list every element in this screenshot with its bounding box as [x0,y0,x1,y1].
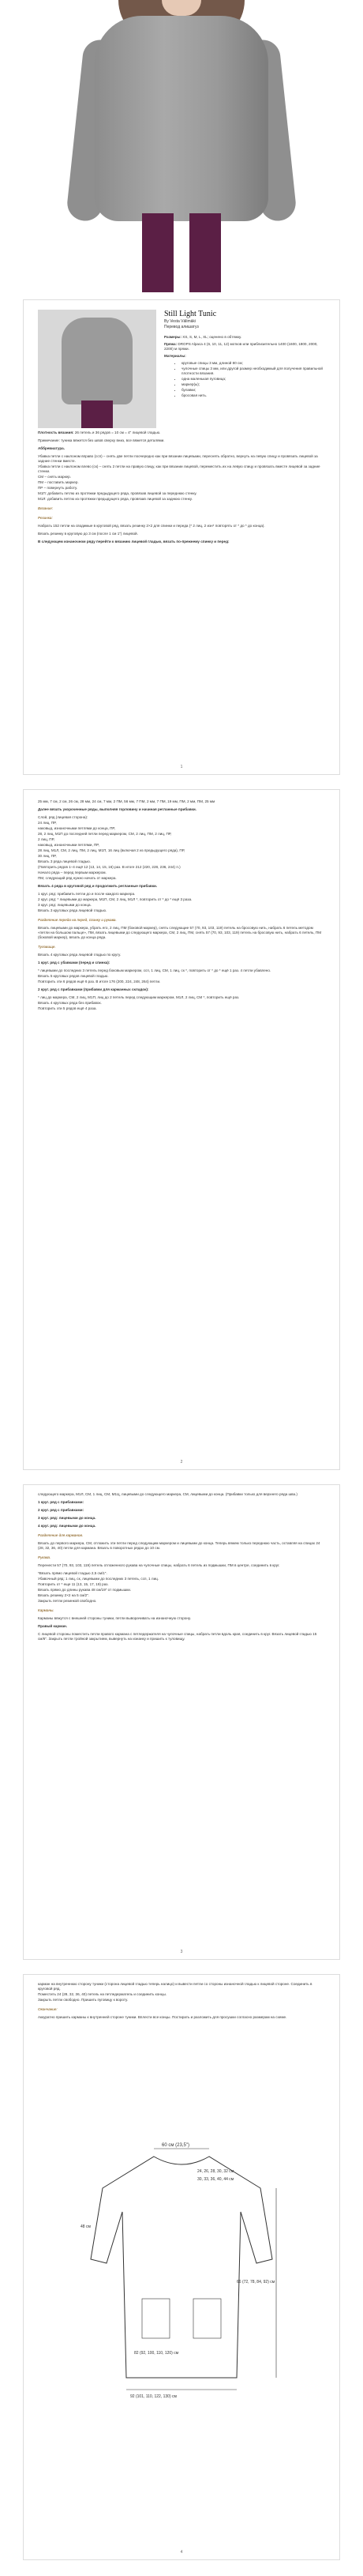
schem-label: 24, 26, 28, 30, 32 см [197,2169,234,2174]
raglan-line: 2 круг. ряд: * лицевыми до маркера, М1П, СМ, 2 лиц, М1Л *, повторить от * до * ещё 3 раза. [38,897,193,901]
pocket-line: Вязать 4 круговых ряда без прибавок. [38,1001,102,1005]
pocket-line: Повторить эти 5 рядов ещё 4 раза. [38,1006,97,1010]
abbr-line: ПМ – поставить маркер. [38,480,79,484]
sleeve-line: Вязать резинку 2×2 на 5 см/2". [38,1593,90,1597]
schem-label: 30, 33, 36, 40, 44 см [197,2177,234,2182]
abbr-line: М1П: добавить петлю из протяжки предыдущего ряда, провязав лицевой за переднюю стенку. [38,491,197,495]
neck-para: Набрать 152 петли на сводимые в круговой ряд, вязать резинку 2×2 для спинки и переда (* 2 лиц, 2 изн* повторять от * до * до конца). [38,524,265,528]
knit-title: Вязание: [38,506,54,510]
finish-label: Окончание: [38,2007,58,2011]
sleeve-line: Убавочный ряд: 1 лиц, ск, лицевыми до последних 3 петель, ссп, 1 лиц. [38,1577,159,1581]
row-line: 2 лиц, ПР, [38,837,55,841]
page-number: 3 [180,1950,183,1954]
text-line: следующего маркера, М1Л, СМ, 1 лиц, СМ, М1Ц, лицевыми до следующего маркера, СМ, лицевыми до конца. (Прибавки только для верхнего ряда шва.) [38,1492,298,1496]
raglan-line: Вязать 3 круговых ряда лицевой гладью. [38,908,107,912]
text-line: Поместить 24 (28, 32, 36, 40) петель на петледержатель и соединить концы. [38,1992,167,1996]
pocket-right [193,2299,221,2338]
list-item: • чулочные спицы 3 мм, или другой размер необходимый для получения правильной плотности вязания. [182,367,325,376]
materials-row: Материалы: [164,354,186,358]
row-line: (Повторить рядов 1–4 ещё 12 (13, 14, 15, 16) раз. В итоге 212 (220, 228, 236, 244) п.) [38,865,181,869]
neck-para-2: Вязать резинку в круговую до 3 см (после 1 см 1") лицевой. [38,532,138,536]
hem-para: Карманы вяжутся с внешней стороны туники, петли выворачивать на изнаночную сторону. [38,1616,191,1620]
row-line: 24 лиц, ПР, [38,821,57,825]
section-pockets: Разделение для карманов. [38,1533,84,1537]
abbr-line: Убавка петли с наклоном влево (ск) – снять 2 петли на правую спицу, как при вязании лицевой, переместить их на левую спицу и провязать вместе лицевой за задние стенки. [38,464,320,473]
right-pocket-label: Правый карман. [38,1624,68,1628]
dec-title: 1 круг. ряд с убавками (перед и спинка): [38,961,110,965]
text-line: Закрыть петли свободно. Пришить пуговицу к вороту. [38,1998,129,2002]
sleeve-line: Вязать прямо до длины рукава 48 см/19" от подмышки. [38,1588,132,1592]
sleeve-line: Закрыть петли резинкой свободно. [38,1599,97,1603]
materials-list [164,361,325,398]
text-line: 1 круг. ряд с прибавками: [38,1500,84,1504]
row-line: 28 лиц, М1Л, СМ, 2 лиц, ПМ, 2 лиц, М1П, 16 лиц (включая 2 из предыдущего ряда), ПР, [38,848,185,852]
text-line: карман на внутреннюю сторону туники (сторона лицевой гладью теперь налицо) и вывести петли со стороны изнаночной гладью к лицевой стороне. Соединить в круговой ряд. [38,1982,312,1991]
translation-credit: Перевод алишатуз [164,325,199,329]
raglan-line: 1 круг. ряд: прибавить петли до и после каждого маркера. [38,892,136,896]
row-line: 30 лиц, ПР, [38,854,57,858]
text-line: 4 круг. ряд: лицевыми до конца. [38,1524,96,1528]
bold-3: 2 круг. ряд с прибавками (прибавки для карманных складок): [38,987,149,991]
note: Примечание: туника вяжется без швов сверху вниз, все вяжется деталями. [38,438,165,442]
bold-2: Вязать 4 ряда в круговой ряд и продолжить регланные прибавки. [38,884,158,888]
sleeve-label: Рукава. [38,1555,51,1559]
body-label: Туловище. [38,945,56,949]
row-line: ПМ, следующий ряд нужно начать от маркера. [38,876,117,880]
dec-line: Повторить эти 6 рядов ещё 6 раз. В итоге 176 (200, 224, 248, 264) петли. [38,980,161,983]
list-item: • бросовая нить. [182,393,325,398]
list-item: • круговые спицы 3 мм, длиной 80 см; [182,361,325,366]
tunic-body [95,16,268,221]
pattern-author: By Vesta Välimäki [164,319,196,324]
abbr-title: Аббревиатура. [38,446,65,450]
pattern-title: Still Light Tunic [164,310,217,318]
schem-label: 82 (92, 100, 110, 120) см [134,2351,179,2356]
text-line: 3 круг. ряд: лицевыми до конца. [38,1516,96,1520]
page-number: 1 [180,765,183,769]
schem-label: 48 см [80,2224,91,2229]
pocket-line: * лиц до маркера, СМ, 2 лиц, М1П, лиц до 2 петель перед следующим маркером, М1Л, 2 лиц, СМ *, повторить ещё раз. [38,995,240,999]
row-line: наковыд, изнаночными петлями до конца, ПР, [38,826,115,830]
sizes-row: Размеры: XS, S, M, L, XL; оценено в обтяжку. [164,335,242,339]
sizes-line: 25 мм, 7 см, 2 см, 26 см, 28 мм, 24 см, 7 мм, 2 ПМ, 56 мм, 7 ПМ, 2 мм, 7 ПМ, 19 мм, ПМ, 2 мм, ПМ, 25 мм [38,799,215,803]
neck-bold: В следующем изнаночном ряду перейти к вязанию лицевой гладью, вязать по-прежнему спинку и перед: [38,540,230,543]
page-3 [24,1485,339,1959]
page-1 [24,300,339,774]
section-split: Разделение переда на перед, спинку и рукава. [38,918,117,922]
bold-1: Далее вязать укороченные ряды, выполняя горловину и начиная регланные прибавки. [38,807,196,811]
tunic-photo [0,0,363,292]
schem-label: 92 (101, 110, 122, 130) см [130,2394,177,2399]
pocket-left [142,2299,170,2338]
section-neck: Резинка: [38,516,53,520]
abbr-line: СМ – снять маркер. [38,475,72,479]
row-line: Начало ряда – перед первым маркером. [38,871,107,874]
row-line: 28, 2 лиц, М1П до последней петли перед маркером, СМ, 2 лиц, ПМ, 2 лиц, ПР, [38,832,172,836]
dec-line: Вязать 5 круговых рядов лицевой гладью. [38,974,109,978]
list-item: • маркер(ы); [182,382,325,387]
row-line: Вязать 3 ряда лицевой гладью. [38,859,91,863]
yarn-row: Пряжа: DROPS Alpaca 4 (6, 10, 11, 12) мотков или приблизительно 1400 (1600, 1800, 2000, 2200) м пряжи. [164,342,318,351]
pattern-thumbnail [38,310,156,428]
raglan-line: 3 круг. ряд: лицевыми до конца. [38,903,92,907]
list-item: • булавки; [182,388,325,393]
schematic-diagram [79,2141,284,2401]
finish-para: Аккуратно пришить карманы к внутренней стороне туники. Вплести все концы. Постирать и разложить для просушки согласно размерам на схеме. [38,2015,287,2019]
hem-label: Карманы. [38,1608,54,1612]
split-para: Вязать лицевыми до маркера, убрать его, 2 лиц, ПМ (боковой маркер), снять следующие 57 (70, 93, 103, 119) петель на бросовую нить, набрать 6 петель методом «петли на большом пальце», ПМ, вязать лицевыми до следующего маркера, СМ, 2 лиц, ПМ, снять 57 (70, 93, 103, 119) петель на бросовую нить, набрать 6 петель, ПМ (боковой маркер), вязать до конца ряда. [38,926,322,939]
pocket-para: Вязать до первого маркера, СМ, отложить эти петли перед следующим маркером и лицевыми до конца. Теперь вяжем только переднюю часть, оставляя на спицах 24 (28, 32, 36, 40) петли для кармана. Вязать в поворотных рядах до 10 см. [38,1541,320,1550]
schem-label: 60 см (23,5") [162,2143,189,2148]
dec-line: * лицевыми до последних 3 петель перед боковым маркером, ссп, 1 лиц, СМ, 1 лиц, ск *, повторить от * до * ещё 1 раз. 4 петли убавлено. [38,968,271,972]
gauge-row: Плотность вязания: 26 петель и 36 рядов = 10 см = 4" лицевой гладью. [38,431,161,434]
header-text [164,310,325,400]
right-leg [189,213,221,292]
text-line: 2 круг. ряд с прибавками: [38,1508,84,1512]
page-number: 2 [180,1460,183,1465]
row-line: наковыд, изнаночными петлями, ПР, [38,843,99,847]
page-2 [24,790,339,1469]
right-pocket-para: С лицевой стороны поместить петли правого кармана с петледержателя на чулочные спицы, набрать петли вдоль края, соединить в круг. Вязать лицевой гладью 15 см/6". Закрыть петли тройной закрытием, вывернуть на изнанку и пришить к туловищу. [38,1632,317,1641]
page-4 [24,1975,339,2559]
abbr-line: ПР – повернуть работу. [38,486,78,490]
schem-label: 66 (72, 78, 84, 92) см [237,2280,275,2285]
sleeve-line: *Вязать прямо лицевой гладью 2,5 см/1". [38,1571,107,1575]
body-para: Вязать 4 круговых ряда лицевой гладью по кругу. [38,953,122,957]
sleeve-para: Перенести 57 (70, 93, 103, 119) петель отложенного рукава на чулочные спицы, набрать 6 петель из подмышки, ПМ в центре, соединить в круг. [38,1563,280,1567]
list-item: • одна маленькая пуговица; [182,377,325,382]
tunic-outline [91,2157,272,2378]
sleeve-line: Повторить от * еще 11 (13, 15, 17, 19) раз. [38,1582,109,1586]
abbr-line: Убавка петли с наклоном вправо (ссп) – снять две петли поочередно как при вязании лицевыми, переснять обратно, вернуть на левую спицу и провязать лицевой за задние стенки вместе. [38,454,318,463]
header-row [38,310,325,428]
row-line: Слой, ряд (лицевая сторона): [38,815,88,819]
abbr-line: М1Л: добавить петлю из протяжки предыдущего ряда, провязав лицевой за заднюю стенку. [38,497,193,501]
page-number: 4 [180,2550,183,2555]
left-leg [142,213,174,292]
